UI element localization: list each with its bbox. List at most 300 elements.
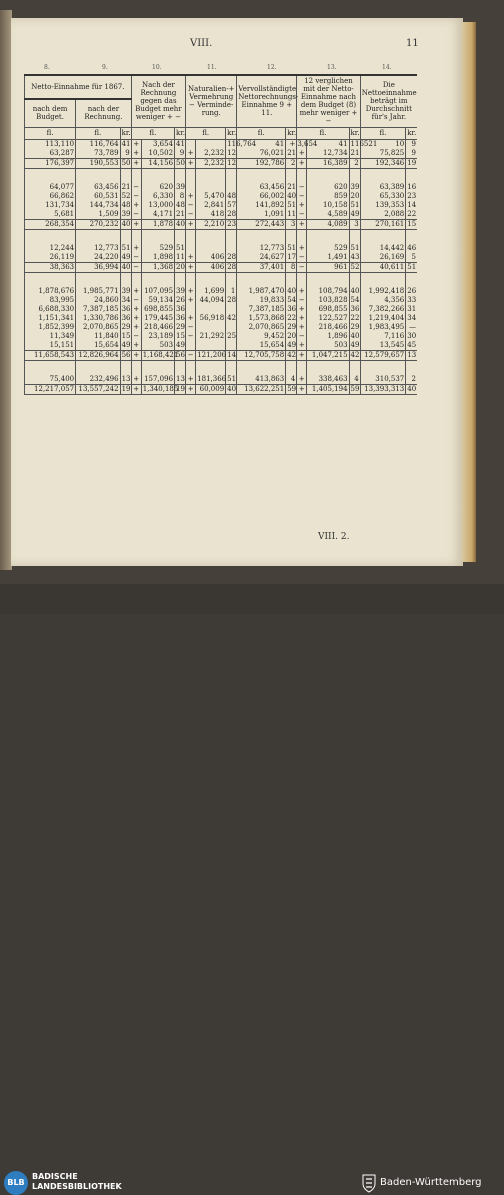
table-cell: 2	[286, 158, 297, 168]
table-cell: 21,292	[196, 332, 226, 341]
table-cell: 1,898	[141, 253, 174, 263]
table-cell: 859	[307, 192, 349, 201]
book-scan	[0, 0, 504, 584]
table-cell: 7,387,185	[76, 305, 120, 314]
table-cell	[186, 341, 196, 351]
table-cell: 49	[121, 252, 131, 261]
table-cell: 44,094	[196, 296, 226, 305]
table-cell: 83,995	[25, 296, 76, 305]
table-row	[25, 314, 418, 323]
spacer-cell	[286, 272, 297, 287]
table-cell: 1,491	[307, 253, 349, 263]
table-cell: 20	[176, 262, 185, 271]
table-cell: 406	[196, 253, 226, 263]
table-cell	[226, 341, 237, 351]
table-cell: 15	[121, 331, 131, 340]
table-cell: 41	[121, 139, 131, 148]
spacer-cell	[186, 229, 196, 244]
table-cell: 1,340,185	[142, 384, 179, 393]
table-cell: −	[297, 296, 307, 305]
unit-cell: fl.	[131, 127, 174, 139]
spacer-cell	[406, 168, 417, 183]
table-cell: 1,405,194	[307, 384, 349, 394]
table-cell: 620	[141, 183, 174, 192]
table-cell: 13	[407, 350, 417, 359]
table-cell: 4	[349, 375, 360, 385]
table-cell: 63,456	[76, 183, 120, 192]
table-cell: 190,553	[76, 158, 120, 168]
table-cell: +	[186, 287, 196, 296]
header-vervollstaendigte: Vervollständigte Nettorechnungs-Einnahme 9 + 11.	[237, 75, 297, 127]
table-cell: 15,654	[76, 341, 120, 351]
table-cell: 12,773	[76, 244, 120, 253]
table-cell: −	[297, 183, 307, 192]
table-cell: 2,070,865	[76, 323, 120, 332]
spacer-cell	[349, 272, 360, 287]
table-cell: 1,896	[307, 332, 349, 341]
table-cell: +	[131, 323, 141, 332]
spacer-cell	[286, 168, 297, 183]
table-cell: 961	[307, 262, 349, 272]
table-cell: 107,095	[141, 287, 174, 296]
spacer-cell	[297, 229, 307, 244]
table-cell: +	[297, 323, 307, 332]
table-cell	[226, 244, 237, 253]
blb-logo-icon: BLB	[4, 1171, 28, 1195]
unit-cell: kr.	[176, 129, 186, 137]
spacer-cell	[406, 360, 417, 375]
library-footer	[0, 584, 504, 1191]
table-cell: 40,611	[360, 262, 406, 272]
table-cell: −	[186, 201, 196, 210]
table-cell: −	[131, 210, 141, 220]
table-cell: 116521	[350, 139, 378, 148]
header-vergleich: 12 verglichen mit der Netto-Einnahme nach dem Budget (8) mehr weniger + −	[297, 75, 360, 127]
table-row	[25, 210, 418, 220]
table-cell: 232,496	[76, 375, 120, 385]
spacer-cell	[186, 168, 196, 183]
table-cell: 15	[407, 219, 417, 228]
table-cell: 41	[307, 139, 349, 149]
table-cell: 51	[176, 243, 185, 252]
table-cell: 14,156	[141, 158, 174, 168]
table-cell	[226, 323, 237, 332]
table-cell: 103,828	[307, 296, 349, 305]
table-cell: 29	[350, 322, 360, 331]
table-cell: 63,287	[25, 149, 76, 159]
table-cell: 14	[407, 200, 417, 209]
table-cell: 10,502	[141, 149, 174, 159]
table-cell: 16	[407, 182, 417, 191]
table-cell: 131,734	[25, 201, 76, 210]
table-cell: 36	[176, 313, 185, 322]
spacer-cell	[76, 272, 120, 287]
table-cell: 26	[407, 286, 417, 295]
spacer-cell	[141, 360, 174, 375]
table-cell: 28	[227, 209, 237, 218]
table-cell: 12,705,758	[237, 350, 286, 360]
table-cell: 12	[227, 148, 237, 157]
table-cell: 1,168,421	[142, 350, 179, 359]
table-cell: 51	[350, 200, 360, 209]
table-cell: 413,863	[237, 375, 286, 385]
table-cell: 57	[227, 200, 237, 209]
spacer-cell	[175, 168, 186, 183]
table-cell: 12,579,657	[360, 350, 406, 360]
table-cell: 116,764	[227, 139, 257, 148]
table-cell: 1,852,399	[25, 323, 76, 332]
table-row	[25, 305, 418, 314]
spacer-cell	[196, 168, 226, 183]
table-cell: 52	[121, 191, 131, 200]
column-number: 8.	[44, 64, 50, 71]
table-cell: 1,047,215	[307, 350, 349, 360]
column-number: 11.	[207, 64, 217, 71]
table-cell: 157,096	[141, 375, 174, 385]
table-cell: 2	[406, 375, 417, 385]
table-row	[25, 253, 418, 263]
table-cell: +	[297, 350, 307, 360]
spacer-cell	[349, 360, 360, 375]
table-cell: +	[131, 149, 141, 159]
table-cell: +	[297, 219, 307, 229]
unit-cell: kr.	[350, 129, 360, 137]
table-row	[25, 296, 418, 305]
table-cell: 39	[176, 286, 185, 295]
table-cell: 49	[176, 340, 185, 349]
spacer-cell	[360, 168, 406, 183]
table-cell: 2,841	[196, 201, 226, 210]
table-cell: −	[186, 210, 196, 220]
table-cell: 13,557,242	[76, 384, 120, 394]
table-cell: 12,734	[307, 149, 349, 159]
table-cell: 50	[176, 158, 185, 167]
table-cell: 1,573,868	[237, 314, 286, 323]
spacer-cell	[120, 229, 131, 244]
table-cell: 270,232	[76, 219, 120, 229]
table-cell: 28	[227, 252, 237, 261]
spacer-cell	[286, 360, 297, 375]
table-cell: 6,688,330	[25, 305, 76, 314]
table-cell: 15,654	[237, 341, 286, 351]
spacer-cell	[25, 229, 76, 244]
table-cell: 179,445	[141, 314, 174, 323]
table-cell: 21	[176, 209, 185, 218]
table-cell: 176,397	[25, 158, 76, 168]
table-cell: 23,189	[141, 332, 174, 341]
continuation-marker: VIII. 2.	[318, 532, 350, 542]
table-cell	[196, 139, 226, 149]
table-cell: 12,826,964	[76, 350, 120, 360]
table-cell: 39	[176, 182, 185, 191]
unit-cell: fl.	[237, 127, 286, 139]
spacer-cell	[360, 272, 406, 287]
coat-of-arms-icon	[362, 1173, 376, 1193]
table-cell: 1	[226, 287, 237, 296]
total-row	[25, 158, 418, 168]
spacer-cell	[120, 168, 131, 183]
unit-cell: fl.	[186, 127, 226, 139]
table-cell: 2,070,865	[237, 323, 286, 332]
spacer-row	[25, 229, 418, 244]
table-cell: 5,681	[25, 210, 76, 220]
table-cell: +	[186, 375, 196, 385]
table-cell: 9	[406, 139, 417, 149]
table-cell: 1,330,786	[76, 314, 120, 323]
table-cell: 33	[407, 295, 417, 304]
spacer-cell	[175, 272, 186, 287]
column-number: 9.	[102, 64, 108, 71]
spacer-cell	[131, 229, 141, 244]
table-cell	[186, 305, 196, 314]
table-cell: 37,401	[237, 262, 286, 272]
table-cell: 36	[121, 304, 131, 313]
table-cell: 39	[121, 286, 131, 295]
table-cell: 22	[350, 313, 360, 322]
table-cell: 34	[407, 313, 417, 322]
table-cell: +	[131, 375, 141, 385]
table-cell: 51	[287, 200, 297, 209]
spacer-cell	[186, 272, 196, 287]
table-cell: +	[131, 219, 141, 229]
table-cell: 59	[287, 384, 297, 393]
table-cell	[186, 183, 196, 192]
total-row	[25, 219, 418, 229]
table-cell: 11,349	[25, 332, 76, 341]
table-cell: 51	[287, 243, 297, 252]
table-cell: 54	[350, 295, 360, 304]
spacer-cell	[360, 360, 406, 375]
table-cell: 13,393,313	[360, 384, 406, 394]
table-cell: −	[186, 332, 196, 341]
spacer-cell	[349, 229, 360, 244]
table-cell: 24,627	[237, 253, 286, 263]
table-cell: 1,091	[237, 210, 286, 220]
table-cell: 38,363	[25, 262, 76, 272]
table-cell: 19	[407, 158, 417, 167]
table-cell: 39	[121, 209, 131, 218]
table-cell: +	[131, 287, 141, 296]
spacer-cell	[297, 360, 307, 375]
spacer-cell	[175, 229, 186, 244]
table-cell: 49	[350, 340, 360, 349]
table-cell: +	[186, 296, 196, 305]
table-cell: 1,985,771	[76, 287, 120, 296]
table-cell: 59,134	[141, 296, 174, 305]
table-cell: +	[186, 384, 196, 394]
table-cell: 23	[227, 219, 237, 228]
table-cell: 19	[121, 384, 131, 393]
table-cell: 41	[237, 139, 286, 149]
table-cell: 50	[121, 158, 131, 167]
table-cell: 26	[176, 295, 185, 304]
units-row	[25, 127, 418, 139]
table-cell: 23	[407, 191, 417, 200]
table-cell: 3	[349, 219, 360, 229]
table-cell: +	[186, 253, 196, 263]
table-cell: 12	[227, 158, 237, 167]
table-cell: +	[286, 139, 297, 149]
table-cell: 22	[287, 313, 297, 322]
table-cell: 338,463	[307, 375, 349, 385]
header-naturalien: Naturalien-+ Vermehrung − Vermindе-rung.	[186, 75, 237, 127]
table-cell: −	[297, 210, 307, 220]
table-cell: +	[297, 305, 307, 314]
table-cell: 64,077	[25, 183, 76, 192]
table-cell: −	[297, 262, 307, 272]
table-cell: 28	[227, 262, 237, 271]
unit-cell: kr.	[121, 129, 131, 137]
table-cell: 1,368	[141, 262, 174, 272]
spacer-cell	[307, 168, 349, 183]
table-cell: 40	[176, 219, 185, 228]
spacer-cell	[76, 168, 120, 183]
spacer-cell	[297, 272, 307, 287]
table-cell: 56	[121, 350, 131, 359]
table-cell: 63,456	[237, 183, 286, 192]
table-cell: 48	[227, 191, 237, 200]
table-cell: 24,220	[76, 253, 120, 263]
table-cell: 3,654	[297, 139, 318, 148]
spacer-cell	[25, 272, 76, 287]
spacer-cell	[237, 168, 286, 183]
table-cell: 113,110	[25, 139, 76, 149]
table-cell: 1,878,676	[25, 287, 76, 296]
table-cell: 40	[407, 384, 417, 393]
table-cell: 40	[227, 384, 237, 393]
table-cell: 54	[287, 295, 297, 304]
table-cell: +	[186, 192, 196, 201]
table-cell: −	[131, 296, 141, 305]
table-cell: 24,860	[76, 296, 120, 305]
table-cell: 63,389	[360, 183, 406, 192]
table-cell: 51	[121, 243, 131, 252]
table-cell: 29	[121, 322, 131, 331]
table-cell: 3	[286, 219, 297, 229]
spacer-cell	[360, 229, 406, 244]
table-cell: 15	[176, 331, 185, 340]
table-cell: 4,589	[307, 210, 349, 220]
header-nach-rechnung: nach der Rechnung.	[76, 99, 132, 127]
table-cell: 218,466	[307, 323, 349, 332]
table-cell: 4,089	[307, 219, 349, 229]
table-cell: 42	[287, 350, 297, 359]
table-cell	[196, 341, 226, 351]
table-cell: 139,353	[360, 201, 406, 210]
table-cell: 51	[407, 262, 417, 271]
spacer-cell	[226, 168, 237, 183]
table-cell: 29	[287, 322, 297, 331]
table-cell: 268,354	[25, 219, 76, 229]
table-cell: +	[131, 244, 141, 253]
table-cell: 20	[287, 331, 297, 340]
table-cell: −	[297, 253, 307, 263]
table-cell: 8	[175, 192, 186, 201]
table-row	[25, 244, 418, 253]
table-cell: 406	[196, 262, 226, 272]
column-number: 10.	[152, 64, 162, 71]
header-durchschnitt: Die Nettoeinnahme beträgt im Durchschnitt für's Jahr.	[360, 75, 417, 127]
table-cell: 16,389	[307, 158, 349, 168]
table-cell: 49	[350, 209, 360, 218]
table-cell: +	[297, 287, 307, 296]
table-cell: 121,206	[197, 350, 227, 359]
table-cell: 1,219,404	[360, 314, 406, 323]
spacer-cell	[226, 360, 237, 375]
table-cell: 4,171	[141, 210, 174, 220]
table-cell: 48	[121, 200, 131, 209]
table-cell: 270,161	[360, 219, 406, 229]
table-cell: +	[297, 384, 307, 394]
table-cell: +	[131, 158, 141, 168]
table-cell: 9	[120, 149, 131, 159]
unit-cell: fl.	[25, 127, 76, 139]
table-cell: 2,210	[196, 219, 226, 229]
table-cell: 14	[227, 350, 237, 359]
unit-cell: fl.	[360, 127, 406, 139]
table-cell: 1,151,341	[25, 314, 76, 323]
spacer-cell	[76, 229, 120, 244]
table-cell: 49	[121, 340, 131, 349]
table-cell: 192,346	[360, 158, 406, 168]
table-cell: +	[297, 201, 307, 210]
table-cell: 36	[287, 304, 297, 313]
table-cell: 122,527	[307, 314, 349, 323]
table-cell: −	[186, 323, 196, 332]
table-cell: +	[297, 314, 307, 323]
table-cell: 272,443	[237, 219, 286, 229]
table-cell: 218,466	[141, 323, 174, 332]
table-cell: 1,878	[141, 219, 174, 229]
table-cell: 13	[121, 374, 131, 383]
spacer-cell	[120, 272, 131, 287]
table-cell: 503	[141, 341, 174, 351]
header-netto-einnahme: Netto-Einnahme für 1867.	[25, 75, 132, 99]
spacer-cell	[237, 229, 286, 244]
table-cell: 42	[350, 350, 360, 359]
total-row	[25, 350, 418, 360]
table-cell: 43	[350, 252, 360, 261]
table-cell: 2,232	[196, 149, 226, 159]
table-body	[25, 127, 418, 394]
header-nach-budget: nach dem Budget.	[25, 99, 76, 127]
table-cell: 5,470	[196, 192, 226, 201]
page-title: VIII.	[190, 38, 213, 49]
table-cell: 10	[360, 139, 406, 149]
spacer-cell	[349, 168, 360, 183]
table-cell: 56	[176, 350, 185, 359]
table-row	[25, 183, 418, 192]
table-row	[25, 332, 418, 341]
table-row	[25, 375, 418, 385]
table-cell: 26,119	[25, 253, 76, 263]
table-cell: 21	[350, 148, 360, 157]
table-row	[25, 139, 418, 149]
table-cell: 11,658,543	[25, 350, 76, 360]
spacer-cell	[196, 360, 226, 375]
table-cell: 7,387,185	[237, 305, 286, 314]
table-cell: 40	[287, 191, 297, 200]
table-cell: 9	[175, 149, 186, 159]
table-cell: 529	[307, 244, 349, 253]
budget-table	[24, 74, 417, 395]
table-cell: 45	[407, 340, 417, 349]
spacer-cell	[25, 168, 76, 183]
table-cell: 5	[406, 253, 417, 263]
page-edge	[462, 22, 476, 562]
table-cell: 21	[287, 148, 297, 157]
table-cell: —	[406, 323, 417, 332]
